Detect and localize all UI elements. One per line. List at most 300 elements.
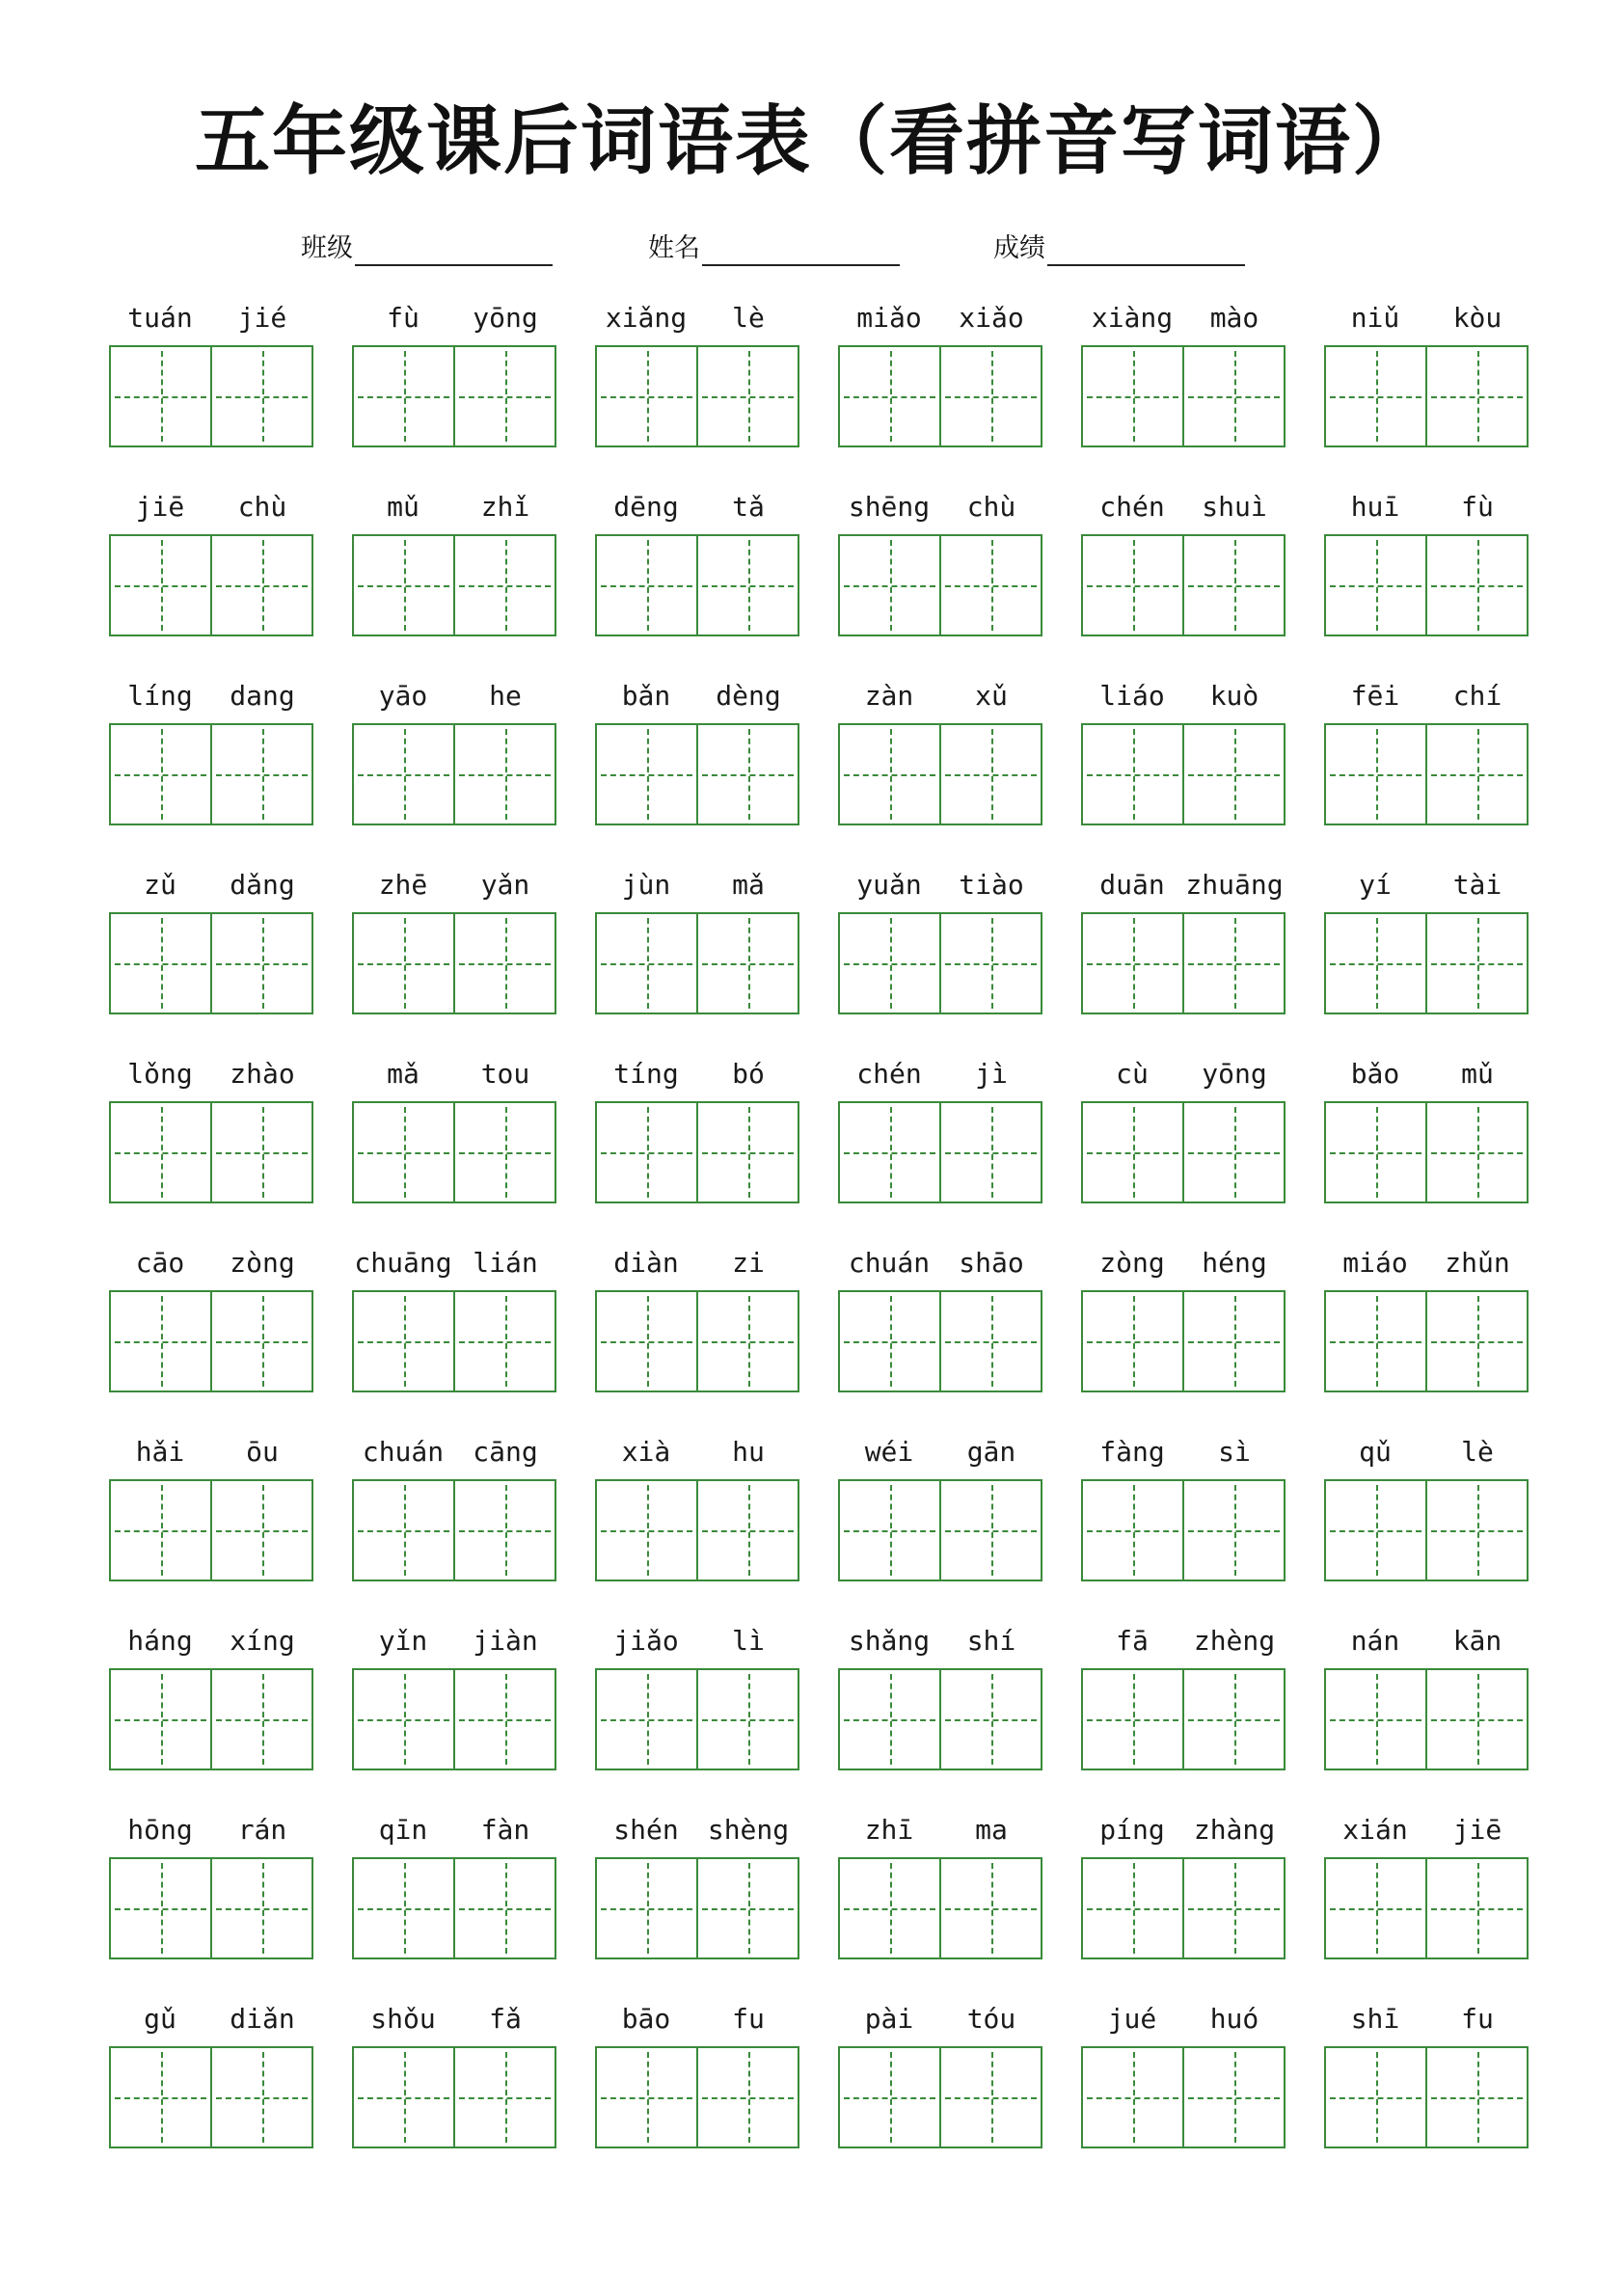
guide-line-vertical xyxy=(262,918,264,1009)
tianzige-box[interactable] xyxy=(354,1481,453,1580)
tianzige-box[interactable] xyxy=(1083,1292,1182,1390)
guide-line-vertical xyxy=(404,351,406,442)
tianzige-pair xyxy=(109,1101,313,1203)
tianzige-box[interactable] xyxy=(597,1292,696,1390)
tianzige-pair xyxy=(1324,723,1529,825)
pinyin-row xyxy=(352,1053,556,1095)
tianzige-pair xyxy=(109,912,313,1014)
word-item xyxy=(1324,1809,1529,1998)
guide-line-vertical xyxy=(1477,1485,1479,1576)
tianzige-box[interactable] xyxy=(111,1859,210,1958)
tianzige-pair xyxy=(352,2046,556,2148)
tianzige-pair xyxy=(1081,1479,1286,1581)
tianzige-pair xyxy=(1081,345,1286,447)
pinyin-row xyxy=(1081,486,1286,528)
tianzige-box[interactable] xyxy=(597,914,696,1012)
guide-line-vertical xyxy=(991,1863,993,1954)
pinyin-row xyxy=(838,1242,1042,1284)
guide-line-vertical xyxy=(890,1107,892,1198)
pinyin-syllable: miáo xyxy=(1342,1247,1408,1279)
guide-line-vertical xyxy=(161,1107,163,1198)
tianzige-box[interactable] xyxy=(354,1859,453,1958)
tianzige-pair xyxy=(1324,1668,1529,1770)
tianzige-pair xyxy=(838,1857,1042,1959)
tianzige-pair xyxy=(1081,1101,1286,1203)
tianzige-box[interactable] xyxy=(354,1292,453,1390)
pinyin-syllable: zhǐ xyxy=(480,491,530,523)
tianzige-box[interactable] xyxy=(1182,914,1284,1012)
tianzige-pair xyxy=(1324,1101,1529,1203)
pinyin-syllable: chuán xyxy=(362,1436,445,1468)
tianzige-pair xyxy=(352,345,556,447)
pinyin-row xyxy=(109,1620,313,1662)
tianzige-box[interactable] xyxy=(939,1481,1041,1580)
tianzige-box[interactable] xyxy=(1326,2048,1425,2146)
guide-line-vertical xyxy=(505,1296,507,1387)
tianzige-box[interactable] xyxy=(1182,1103,1284,1202)
pinyin-syllable: diǎn xyxy=(230,2003,295,2035)
tianzige-box[interactable] xyxy=(939,1103,1041,1202)
pinyin-syllable: mào xyxy=(1209,302,1259,334)
pinyin-row xyxy=(109,486,313,528)
guide-line-vertical xyxy=(1376,351,1378,442)
guide-line-vertical xyxy=(890,918,892,1009)
tianzige-box[interactable] xyxy=(210,725,311,824)
tianzige-box[interactable] xyxy=(597,1103,696,1202)
guide-line-vertical xyxy=(161,540,163,631)
tianzige-box[interactable] xyxy=(1326,1670,1425,1768)
tianzige-pair xyxy=(838,345,1042,447)
tianzige-box[interactable] xyxy=(939,1670,1041,1768)
tianzige-box[interactable] xyxy=(1425,536,1527,634)
word-item xyxy=(838,1242,1042,1431)
pinyin-row xyxy=(1324,1809,1529,1851)
tianzige-box[interactable] xyxy=(939,1859,1041,1958)
tianzige-box[interactable] xyxy=(1425,347,1527,446)
tianzige-box[interactable] xyxy=(1083,725,1182,824)
tianzige-box[interactable] xyxy=(354,914,453,1012)
guide-line-vertical xyxy=(1133,1296,1135,1387)
tianzige-box[interactable] xyxy=(354,536,453,634)
guide-line-vertical xyxy=(991,918,993,1009)
word-item xyxy=(352,1620,556,1809)
tianzige-box[interactable] xyxy=(696,1103,798,1202)
tianzige-pair xyxy=(838,1668,1042,1770)
tianzige-box[interactable] xyxy=(840,1292,939,1390)
pinyin-row xyxy=(109,1242,313,1284)
tianzige-box[interactable] xyxy=(840,1670,939,1768)
tianzige-box[interactable] xyxy=(840,1859,939,1958)
pinyin-syllable: fu xyxy=(1461,2003,1494,2035)
guide-line-vertical xyxy=(262,1674,264,1765)
pinyin-syllable: bǎn xyxy=(621,680,671,712)
tianzige-box[interactable] xyxy=(210,1859,311,1958)
pinyin-syllable: jì xyxy=(975,1058,1008,1090)
pinyin-row xyxy=(109,675,313,717)
tianzige-pair xyxy=(1324,1479,1529,1581)
guide-line-vertical xyxy=(505,729,507,820)
name-field xyxy=(648,231,900,266)
tianzige-box[interactable] xyxy=(210,1481,311,1580)
tianzige-box[interactable] xyxy=(354,1670,453,1768)
guide-line-vertical xyxy=(505,2052,507,2143)
tianzige-box[interactable] xyxy=(1326,1859,1425,1958)
word-item xyxy=(352,864,556,1053)
pinyin-syllable: chuāng xyxy=(354,1247,452,1279)
tianzige-pair xyxy=(109,1857,313,1959)
tianzige-box[interactable] xyxy=(210,914,311,1012)
tianzige-box[interactable] xyxy=(597,2048,696,2146)
tianzige-pair xyxy=(838,2046,1042,2148)
guide-line-vertical xyxy=(404,1296,406,1387)
guide-line-vertical xyxy=(1376,1485,1378,1576)
guide-line-vertical xyxy=(1234,351,1236,442)
word-item xyxy=(1081,486,1286,675)
pinyin-syllable: ōu xyxy=(246,1436,279,1468)
guide-line-vertical xyxy=(647,2052,649,2143)
tianzige-box[interactable] xyxy=(1425,1292,1527,1390)
guide-line-vertical xyxy=(991,729,993,820)
guide-line-vertical xyxy=(262,729,264,820)
pinyin-row xyxy=(1081,675,1286,717)
pinyin-row xyxy=(1324,1431,1529,1473)
pinyin-syllable: chù xyxy=(966,491,1016,523)
tianzige-box[interactable] xyxy=(111,1670,210,1768)
tianzige-box[interactable] xyxy=(1083,536,1182,634)
tianzige-box[interactable] xyxy=(111,914,210,1012)
guide-line-vertical xyxy=(262,351,264,442)
word-item xyxy=(109,864,313,1053)
tianzige-box[interactable] xyxy=(453,347,555,446)
tianzige-box[interactable] xyxy=(696,1670,798,1768)
tianzige-box[interactable] xyxy=(1083,1859,1182,1958)
guide-line-vertical xyxy=(1133,1863,1135,1954)
tianzige-box[interactable] xyxy=(1182,725,1284,824)
guide-line-vertical xyxy=(161,1863,163,1954)
tianzige-box[interactable] xyxy=(1182,1859,1284,1958)
student-info-row xyxy=(0,231,1624,270)
tianzige-box[interactable] xyxy=(1425,2048,1527,2146)
pinyin-row xyxy=(1081,1809,1286,1851)
pinyin-syllable: lián xyxy=(473,1247,538,1279)
pinyin-syllable: chén xyxy=(856,1058,922,1090)
guide-line-vertical xyxy=(1234,1485,1236,1576)
tianzige-box[interactable] xyxy=(1326,536,1425,634)
tianzige-pair xyxy=(595,723,799,825)
word-item xyxy=(595,1053,799,1242)
tianzige-box[interactable] xyxy=(939,347,1041,446)
tianzige-box[interactable] xyxy=(111,347,210,446)
tianzige-box[interactable] xyxy=(840,725,939,824)
tianzige-box[interactable] xyxy=(840,1103,939,1202)
pinyin-row xyxy=(595,675,799,717)
pinyin-row xyxy=(595,1242,799,1284)
tianzige-box[interactable] xyxy=(696,725,798,824)
tianzige-box[interactable] xyxy=(1326,1103,1425,1202)
word-item xyxy=(1324,1431,1529,1620)
word-item xyxy=(1081,1620,1286,1809)
pinyin-syllable: mǔ xyxy=(387,491,420,523)
tianzige-pair xyxy=(109,1290,313,1392)
word-item xyxy=(1324,297,1529,486)
pinyin-row xyxy=(838,297,1042,339)
tianzige-box[interactable] xyxy=(453,1670,555,1768)
guide-line-vertical xyxy=(262,1107,264,1198)
tianzige-box[interactable] xyxy=(111,1481,210,1580)
guide-line-vertical xyxy=(161,2052,163,2143)
tianzige-box[interactable] xyxy=(453,1859,555,1958)
tianzige-box[interactable] xyxy=(696,1292,798,1390)
word-item xyxy=(1324,486,1529,675)
pinyin-syllable: tou xyxy=(480,1058,530,1090)
pinyin-syllable: shén xyxy=(613,1814,679,1846)
guide-line-vertical xyxy=(991,540,993,631)
tianzige-box[interactable] xyxy=(1326,914,1425,1012)
tianzige-box[interactable] xyxy=(1182,1481,1284,1580)
tianzige-pair xyxy=(595,912,799,1014)
guide-line-vertical xyxy=(890,540,892,631)
tianzige-box[interactable] xyxy=(210,2048,311,2146)
pinyin-syllable: zàn xyxy=(864,680,914,712)
tianzige-box[interactable] xyxy=(210,536,311,634)
tianzige-box[interactable] xyxy=(354,1103,453,1202)
tianzige-box[interactable] xyxy=(696,1859,798,1958)
tianzige-box[interactable] xyxy=(1425,1670,1527,1768)
guide-line-vertical xyxy=(748,1296,750,1387)
tianzige-pair xyxy=(352,1857,556,1959)
tianzige-box[interactable] xyxy=(453,536,555,634)
tianzige-box[interactable] xyxy=(597,1859,696,1958)
tianzige-box[interactable] xyxy=(597,1670,696,1768)
tianzige-box[interactable] xyxy=(111,536,210,634)
tianzige-box[interactable] xyxy=(111,2048,210,2146)
word-item xyxy=(595,1431,799,1620)
pinyin-syllable: diàn xyxy=(613,1247,679,1279)
pinyin-syllable: jiē xyxy=(135,491,185,523)
tianzige-box[interactable] xyxy=(1083,1670,1182,1768)
pinyin-syllable: zhuāng xyxy=(1185,869,1284,901)
tianzige-box[interactable] xyxy=(1182,1670,1284,1768)
word-item xyxy=(352,1431,556,1620)
word-item xyxy=(1324,1620,1529,1809)
tianzige-pair xyxy=(352,534,556,636)
guide-line-vertical xyxy=(1234,729,1236,820)
name-blank[interactable] xyxy=(702,231,900,266)
tianzige-box[interactable] xyxy=(840,914,939,1012)
tianzige-box[interactable] xyxy=(354,347,453,446)
tianzige-box[interactable] xyxy=(696,914,798,1012)
guide-line-vertical xyxy=(748,729,750,820)
tianzige-box[interactable] xyxy=(354,2048,453,2146)
word-item xyxy=(352,297,556,486)
pinyin-syllable: chù xyxy=(237,491,287,523)
tianzige-box[interactable] xyxy=(210,1103,311,1202)
word-item xyxy=(595,864,799,1053)
word-item xyxy=(595,1809,799,1998)
tianzige-box[interactable] xyxy=(939,2048,1041,2146)
guide-line-vertical xyxy=(748,540,750,631)
tianzige-box[interactable] xyxy=(453,1292,555,1390)
tianzige-box[interactable] xyxy=(1326,725,1425,824)
pinyin-row xyxy=(109,1053,313,1095)
pinyin-syllable: dǎng xyxy=(230,869,295,901)
pinyin-row xyxy=(352,1809,556,1851)
pinyin-syllable: fu xyxy=(732,2003,765,2035)
pinyin-syllable: kān xyxy=(1452,1625,1502,1657)
tianzige-pair xyxy=(838,1479,1042,1581)
tianzige-box[interactable] xyxy=(1083,1481,1182,1580)
tianzige-box[interactable] xyxy=(111,1292,210,1390)
tianzige-box[interactable] xyxy=(1326,1481,1425,1580)
pinyin-row xyxy=(1081,864,1286,906)
tianzige-box[interactable] xyxy=(696,536,798,634)
tianzige-box[interactable] xyxy=(597,536,696,634)
tianzige-box[interactable] xyxy=(939,914,1041,1012)
pinyin-syllable: niǔ xyxy=(1350,302,1400,334)
tianzige-box[interactable] xyxy=(1425,914,1527,1012)
tianzige-box[interactable] xyxy=(210,1670,311,1768)
pinyin-syllable: yāo xyxy=(378,680,428,712)
pinyin-row xyxy=(352,1242,556,1284)
pinyin-syllable: yōng xyxy=(473,302,538,334)
tianzige-box[interactable] xyxy=(840,2048,939,2146)
word-item xyxy=(109,1998,313,2187)
word-item xyxy=(1081,1998,1286,2187)
tianzige-box[interactable] xyxy=(939,1292,1041,1390)
tianzige-box[interactable] xyxy=(453,1103,555,1202)
tianzige-box[interactable] xyxy=(597,725,696,824)
guide-line-vertical xyxy=(1376,1107,1378,1198)
guide-line-vertical xyxy=(748,1107,750,1198)
tianzige-box[interactable] xyxy=(354,725,453,824)
tianzige-box[interactable] xyxy=(1182,347,1284,446)
tianzige-box[interactable] xyxy=(840,1481,939,1580)
pinyin-syllable: tuán xyxy=(127,302,193,334)
pinyin-syllable: jiǎo xyxy=(613,1625,679,1657)
pinyin-syllable: xiǎng xyxy=(605,302,688,334)
guide-line-vertical xyxy=(505,1863,507,1954)
pinyin-row xyxy=(595,297,799,339)
tianzige-pair xyxy=(352,1290,556,1392)
word-item xyxy=(595,297,799,486)
tianzige-box[interactable] xyxy=(111,725,210,824)
class-blank[interactable] xyxy=(355,231,553,266)
tianzige-box[interactable] xyxy=(1182,2048,1284,2146)
guide-line-vertical xyxy=(1376,1296,1378,1387)
tianzige-pair xyxy=(1081,1290,1286,1392)
word-item xyxy=(1324,1998,1529,2187)
pinyin-syllable: shī xyxy=(1350,2003,1400,2035)
tianzige-box[interactable] xyxy=(210,347,311,446)
pinyin-syllable: tǎ xyxy=(732,491,765,523)
pinyin-syllable: bó xyxy=(732,1058,765,1090)
tianzige-box[interactable] xyxy=(210,1292,311,1390)
tianzige-pair xyxy=(595,1290,799,1392)
pinyin-row xyxy=(1081,1431,1286,1473)
tianzige-box[interactable] xyxy=(939,725,1041,824)
pinyin-syllable: yí xyxy=(1359,869,1392,901)
guide-line-vertical xyxy=(1376,1674,1378,1765)
tianzige-box[interactable] xyxy=(453,914,555,1012)
guide-line-vertical xyxy=(1234,1674,1236,1765)
pinyin-syllable: yuǎn xyxy=(856,869,922,901)
tianzige-box[interactable] xyxy=(1182,536,1284,634)
tianzige-box[interactable] xyxy=(1425,1859,1527,1958)
tianzige-box[interactable] xyxy=(1425,1103,1527,1202)
tianzige-box[interactable] xyxy=(1182,1292,1284,1390)
tianzige-box[interactable] xyxy=(1083,914,1182,1012)
pinyin-row xyxy=(1324,297,1529,339)
pinyin-syllable: sì xyxy=(1218,1436,1251,1468)
pinyin-syllable: shǎng xyxy=(848,1625,931,1657)
pinyin-syllable: gān xyxy=(966,1436,1016,1468)
guide-line-vertical xyxy=(1133,1485,1135,1576)
pinyin-syllable: mǎ xyxy=(387,1058,420,1090)
tianzige-box[interactable] xyxy=(840,536,939,634)
word-item xyxy=(1324,1242,1529,1431)
guide-line-vertical xyxy=(1477,351,1479,442)
tianzige-box[interactable] xyxy=(1326,347,1425,446)
pinyin-syllable: mǎ xyxy=(732,869,765,901)
pinyin-syllable: héng xyxy=(1202,1247,1267,1279)
tianzige-box[interactable] xyxy=(840,347,939,446)
tianzige-pair xyxy=(838,1290,1042,1392)
word-item xyxy=(1324,675,1529,864)
guide-line-vertical xyxy=(1477,540,1479,631)
guide-line-vertical xyxy=(505,918,507,1009)
tianzige-pair xyxy=(109,345,313,447)
tianzige-box[interactable] xyxy=(1425,1481,1527,1580)
tianzige-box[interactable] xyxy=(1083,1103,1182,1202)
word-item xyxy=(838,297,1042,486)
tianzige-box[interactable] xyxy=(597,347,696,446)
word-item xyxy=(352,1242,556,1431)
tianzige-box[interactable] xyxy=(696,347,798,446)
tianzige-box[interactable] xyxy=(1326,1292,1425,1390)
tianzige-box[interactable] xyxy=(453,725,555,824)
pinyin-syllable: chén xyxy=(1099,491,1165,523)
tianzige-pair xyxy=(595,1668,799,1770)
tianzige-box[interactable] xyxy=(453,2048,555,2146)
guide-line-vertical xyxy=(1133,1107,1135,1198)
pinyin-row xyxy=(1324,864,1529,906)
guide-line-vertical xyxy=(1133,351,1135,442)
tianzige-box[interactable] xyxy=(111,1103,210,1202)
guide-line-vertical xyxy=(1376,1863,1378,1954)
tianzige-box[interactable] xyxy=(1425,725,1527,824)
tianzige-box[interactable] xyxy=(1083,347,1182,446)
tianzige-box[interactable] xyxy=(597,1481,696,1580)
pinyin-row xyxy=(1324,1053,1529,1095)
tianzige-box[interactable] xyxy=(696,1481,798,1580)
guide-line-vertical xyxy=(647,1674,649,1765)
pinyin-row xyxy=(1324,486,1529,528)
tianzige-box[interactable] xyxy=(1083,2048,1182,2146)
word-item xyxy=(352,1809,556,1998)
pinyin-syllable: nán xyxy=(1350,1625,1400,1657)
score-blank[interactable] xyxy=(1047,231,1245,266)
tianzige-box[interactable] xyxy=(696,2048,798,2146)
pinyin-row xyxy=(595,864,799,906)
guide-line-vertical xyxy=(890,1674,892,1765)
guide-line-vertical xyxy=(748,918,750,1009)
word-item xyxy=(1324,864,1529,1053)
tianzige-box[interactable] xyxy=(453,1481,555,1580)
word-item xyxy=(595,1998,799,2187)
tianzige-pair xyxy=(352,723,556,825)
tianzige-box[interactable] xyxy=(939,536,1041,634)
guide-line-vertical xyxy=(404,729,406,820)
